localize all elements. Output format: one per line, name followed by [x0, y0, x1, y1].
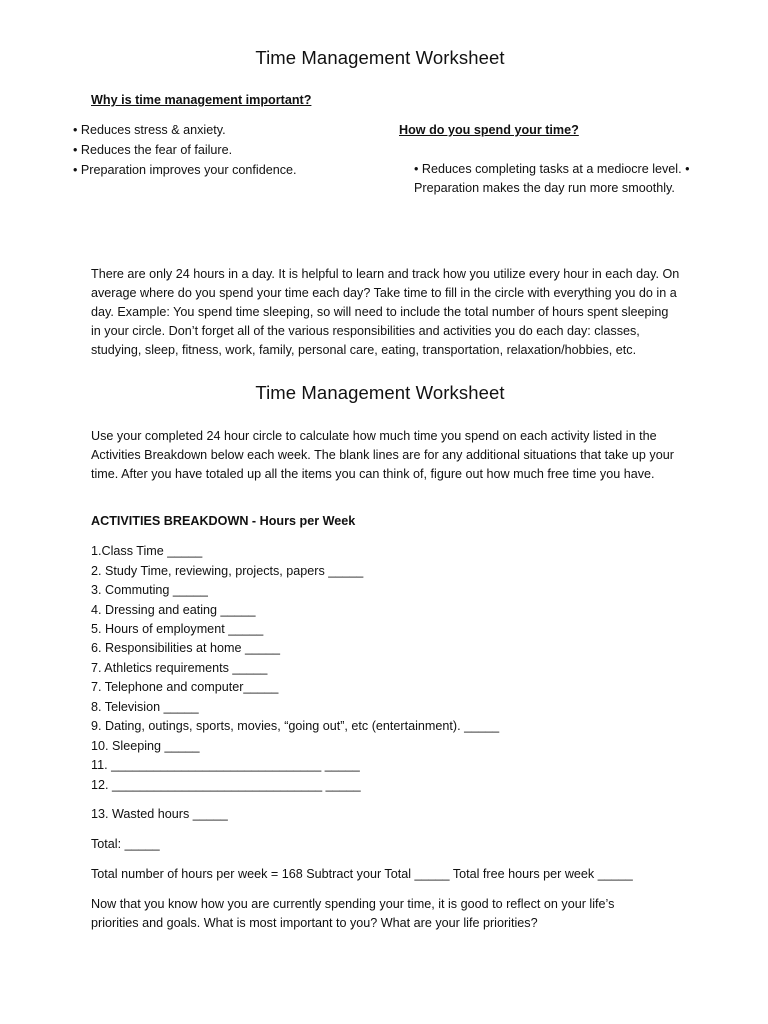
how-bullet-line: • Reduces completing tasks at a mediocre level. • [414, 162, 690, 176]
activity-item: 8. Television _____ [91, 700, 199, 714]
page-title: Time Management Worksheet [255, 47, 505, 68]
activity-item: 1.Class Time _____ [91, 544, 203, 558]
why-bullet-item: • Reduces the fear of failure. [73, 143, 233, 157]
section-title: Time Management Worksheet [255, 382, 505, 403]
activity-item: 3. Commuting _____ [91, 583, 208, 597]
why-heading: Why is time management important? [91, 93, 312, 107]
wasted-hours-line: 13. Wasted hours _____ [91, 807, 228, 821]
how-heading: How do you spend your time? [399, 123, 579, 137]
why-bullet-item: • Preparation improves your confidence. [73, 163, 297, 177]
activity-item: 5. Hours of employment _____ [91, 622, 264, 636]
activity-item: 2. Study Time, reviewing, projects, papers _____ [91, 564, 364, 578]
how-bullet-line: Preparation makes the day run more smoothly. [414, 181, 675, 195]
activity-item: 10. Sleeping _____ [91, 739, 200, 753]
free-hours-line: Total number of hours per week = 168 Subtract your Total _____ Total free hours per week _____ [91, 867, 633, 881]
activity-item: 7. Athletics requirements _____ [91, 661, 268, 675]
reflection-paragraph: Now that you know how you are currently spending your time, it is good to reflect on your life’s priorities and goals. What is most important to you? What are your life priorities? [91, 897, 615, 930]
activity-item: 11. ______________________________ _____ [91, 758, 360, 772]
why-bullet-item: • Reduces stress & anxiety. [73, 123, 226, 137]
activity-item: 7. Telephone and computer_____ [91, 680, 279, 694]
activity-item: 6. Responsibilities at home _____ [91, 641, 281, 655]
total-line: Total: _____ [91, 837, 160, 851]
intro-paragraph: There are only 24 hours in a day. It is helpful to learn and track how you utilize every hour in each day. On average where do you spend your time each day? Take time to fill in the circle with everything you do in a day. Example: You spend time sleeping, so will need to include the total number of hours spent sleeping in your circle. Don’t forget all of the various responsibilities and activities you do each day: classes, studying, sleep, fitness, work, family, personal care, eating, transportation, relaxation/hobbies, etc. [91, 267, 680, 357]
activity-item: 12. ______________________________ _____ [91, 778, 361, 792]
activity-item: 9. Dating, outings, sports, movies, “going out”, etc (entertainment). _____ [91, 719, 500, 733]
breakdown-heading: ACTIVITIES BREAKDOWN - Hours per Week [91, 514, 356, 528]
instructions-paragraph: Use your completed 24 hour circle to calculate how much time you spend on each activity listed in the Activities Breakdown below each week. The blank lines are for any additional situations that take up your time. After you have totaled up all the items you can think of, figure out how much free time you have. [91, 429, 674, 481]
activity-item: 4. Dressing and eating _____ [91, 603, 256, 617]
